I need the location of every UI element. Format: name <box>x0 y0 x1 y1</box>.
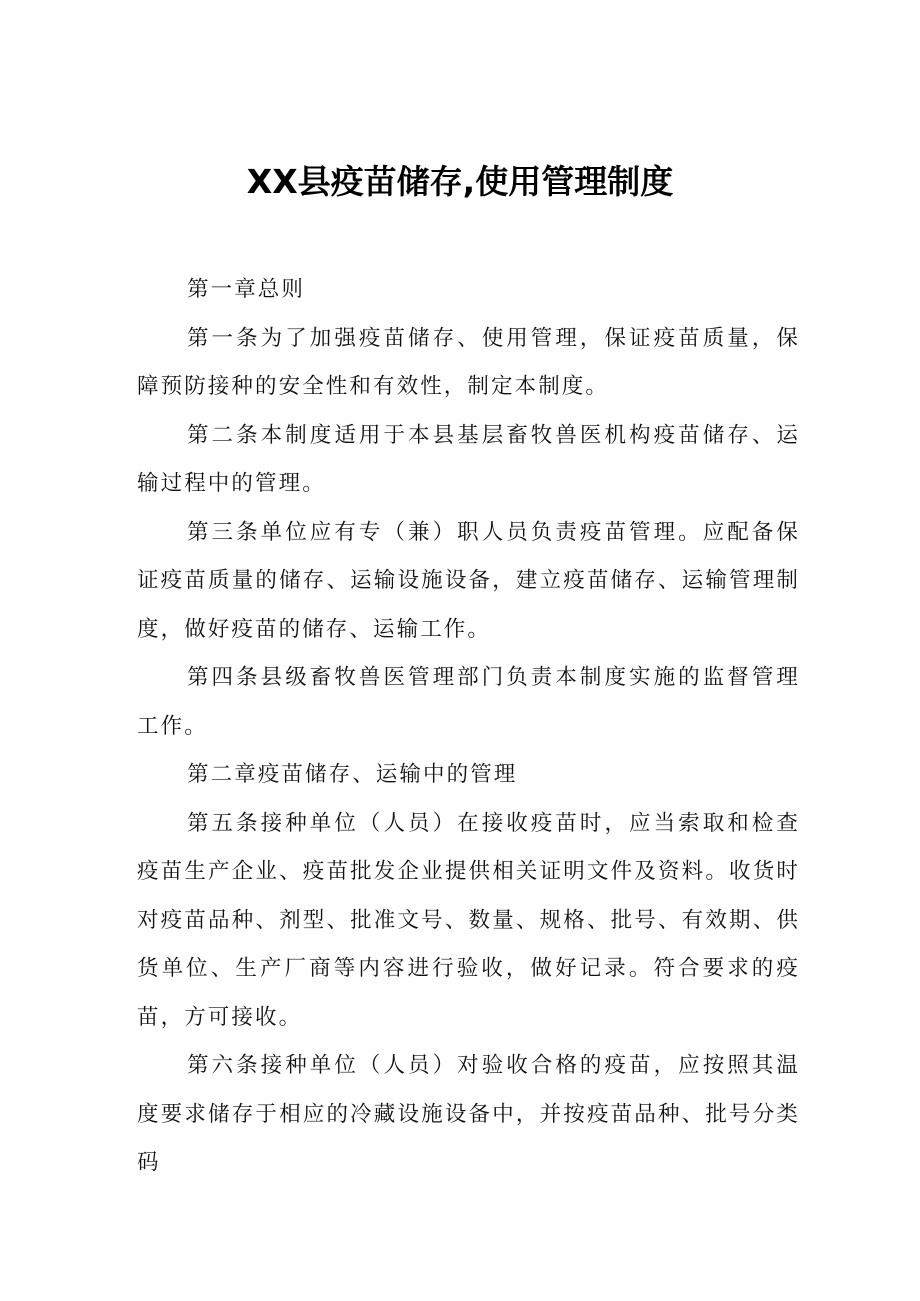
article-paragraph: 第六条接种单位（人员）对验收合格的疫苗，应按照其温度要求储存于相应的冷藏设施设备中，并按疫苗品种、批号分类码 <box>137 1053 800 1175</box>
chapter-heading: 第二章疫苗储存、运输中的管理 <box>187 762 518 787</box>
article-paragraph: 第三条单位应有专（兼）职人员负责疫苗管理。应配备保证疫苗质量的储存、运输设施设备，建立疫苗储存、运输管理制度，做好疫苗的储存、运输工作。 <box>137 519 800 642</box>
article-paragraph: 第一条为了加强疫苗储存、使用管理，保证疫苗质量，保障预防接种的安全性和有效性，制定本制度。 <box>137 325 800 399</box>
article-paragraph: 第二条本制度适用于本县基层畜牧兽医机构疫苗储存、运输过程中的管理。 <box>137 422 800 496</box>
article-paragraph: 第四条县级畜牧兽医管理部门负责本制度实施的监督管理工作。 <box>137 665 800 739</box>
document-body <box>137 266 800 1188</box>
document-title: XX县疫苗储存,使用管理制度 <box>246 162 674 201</box>
chapter-heading: 第一章总则 <box>187 277 306 302</box>
article-paragraph: 第五条接种单位（人员）在接收疫苗时，应当索取和检查疫苗生产企业、疫苗批发企业提供相关证明文件及资料。收货时对疫苗品种、剂型、批准文号、数量、规格、批号、有效期、供货单位、生产厂商等内容进行验收，做好记录。符合要求的疫苗，方可接收。 <box>137 810 800 1030</box>
